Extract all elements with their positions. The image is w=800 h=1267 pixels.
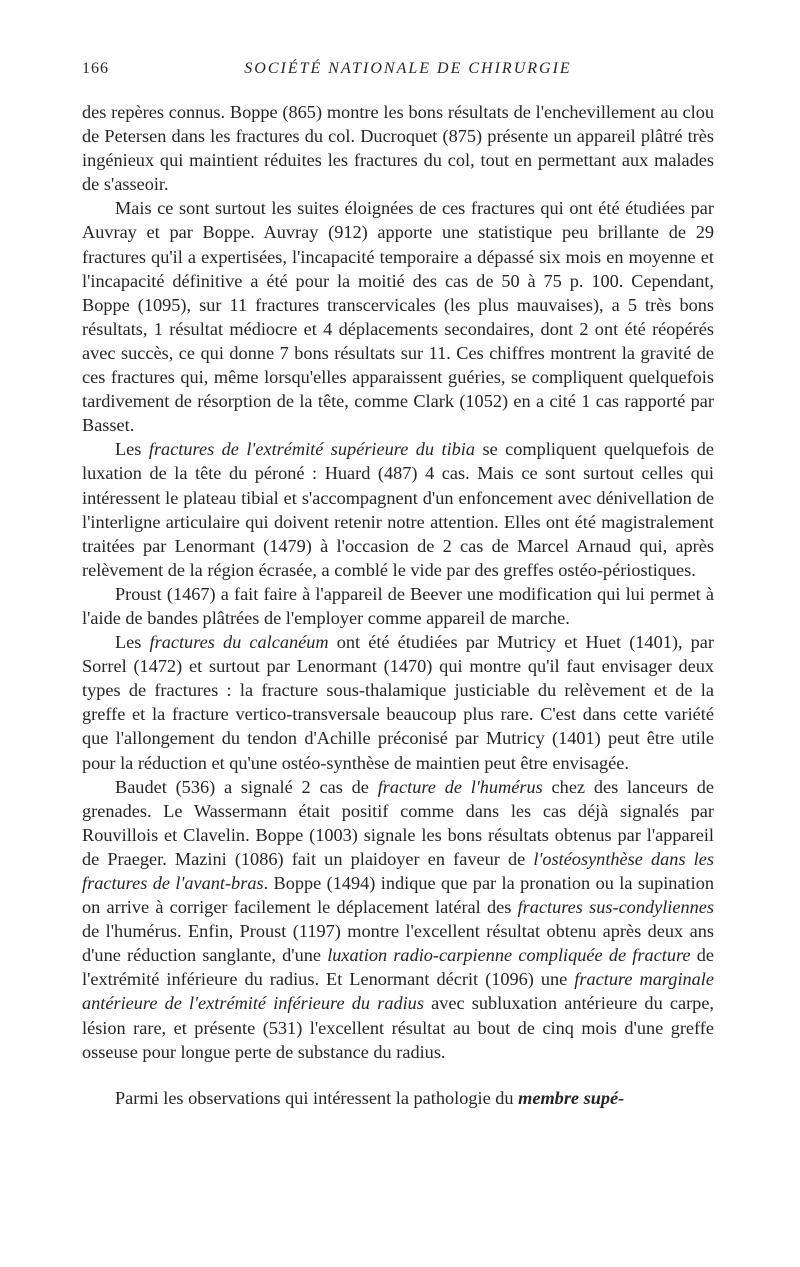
italic-term: fractures de l'extrémité supérieure du tibia [148, 439, 476, 460]
text-run: Mais ce sont surtout les suites éloignées de ces fractures qui ont été étudiées par Auvray et par Boppe. Auvray (912) apporte une statistique peu brillante de 29 fractures qu'il a expertisées, l'incapacité temporaire a dépassé six mois en moyenne et l'incapacité définitive a été pour la moitié des cas de 50 à 75 p. 100. Cependant, Boppe (1095), sur 11 fractures transcervicales (les plus mauvaises), a 5 très bons résultats, 1 résultat médiocre et 4 déplacements secondaires, dont 2 ont été réopérés avec succès, ce qui donne 7 bons résultats sur 11. Ces chiffres montrent la gravité de ces fractures qui, même lorsqu'elles apparaissent guéries, se compliquent quelquefois tardivement de résorption de la tête, comme Clark (1052) en a cité 1 cas rapporté par Basset. [82, 198, 714, 436]
italic-term: luxation radio-carpienne compliquée de fracture [327, 945, 691, 966]
text-run: se compliquent quelquefois de luxation de la tête du péroné : Huard (487) 4 cas. Mais ce sont surtout celles qui intéressent le plateau tibial et s'accompagnent d'un enfoncement avec dénivellation de l'interligne articulaire qui doivent retenir notre attention. Elles ont été magistralement traitées par Lenormant (1479) à l'occasion de 2 cas de Marcel Arnaud qui, après relèvement de la région écrasée, a comblé le vide par des greffes ostéo-périostiques. [82, 439, 715, 580]
text-run: Les [115, 632, 150, 653]
paragraph [82, 196, 714, 437]
italic-term: l'ostéosynthèse dans les fractures de l'avant-bras [82, 848, 714, 893]
text-run: Parmi les observations qui intéressent la pathologie du [115, 1087, 519, 1108]
text-run: de l'extrémité inférieure du radius. Et Lenormant décrit (1096) une [82, 945, 715, 990]
text-run: Les [115, 439, 149, 460]
text-run: Proust (1467) a fait faire à l'appareil de Beever une modification qui lui permet à l'aide de bandes plâtrées de l'employer comme appareil de marche. [82, 583, 714, 628]
text-run: Baudet (536) a signalé 2 cas de [115, 776, 378, 797]
text-run: ont été étudiées par Mutricy et Huet (1401), par Sorrel (1472) et surtout par Lenormant (1470) qui montre qu'il faut envisager deux types de fractures : la fracture sous-thalamique justiciable du relèvement et de la greffe et la fracture vertico-transversale beaucoup plus rare. C'est dans cette variété que l'allongement du tendon d'Achille préconisé par Mutricy (1401) peut être utile pour la réduction et qu'une ostéo-synthèse de maintien peut être envisagée. [82, 632, 714, 773]
paragraph [82, 582, 714, 630]
paragraph [82, 775, 714, 1064]
text-run: . Boppe (1494) indique que par la pronation ou la supination on arrive à corriger facilement le déplacement latéral des [82, 873, 714, 918]
text-run: chez des lanceurs de grenades. Le Wassermann était positif comme dans les cas déjà signalés par Rouvillois et Clavelin. Boppe (1003) signale les bons résultats obtenus par l'appareil de Praeger. Mazini (1086) fait un plaidoyer en faveur de [82, 776, 714, 869]
paragraph [82, 437, 714, 582]
text-run: avec subluxation antérieure du carpe, lésion rare, et présente (531) l'excellent résultat au bout de cinq mois d'une greffe osseuse pour longue perte de substance du radius. [82, 993, 715, 1062]
italic-term: fractures du calcanéum [149, 632, 329, 653]
body-text [82, 100, 714, 1110]
paragraph [82, 100, 714, 196]
italic-term: fracture marginale antérieure de l'extrémité inférieure du radius [82, 969, 714, 1014]
page-number: 166 [82, 60, 109, 77]
paragraph [82, 1086, 714, 1110]
text-run: des repères connus. Boppe (865) montre les bons résultats de l'enchevillement au clou de Petersen dans les fractures du col. Ducroquet (875) présente un appareil plâtré très ingénieux qui maintient réduites les fractures du col, tout en permettant aux malades de s'asseoir. [82, 102, 714, 195]
paragraph [82, 630, 714, 775]
running-title: SOCIÉTÉ NATIONALE DE CHIRURGIE [244, 60, 572, 77]
text-run: de l'humérus. Enfin, Proust (1197) montre l'excellent résultat obtenu après deux ans d'une réduction sanglante, d'une [82, 921, 714, 966]
emphasis-term: membre supé- [518, 1087, 625, 1108]
italic-term: fracture de l'humérus [377, 776, 543, 797]
page-header [82, 60, 734, 84]
italic-term: fractures sus-condyliennes [517, 897, 714, 918]
